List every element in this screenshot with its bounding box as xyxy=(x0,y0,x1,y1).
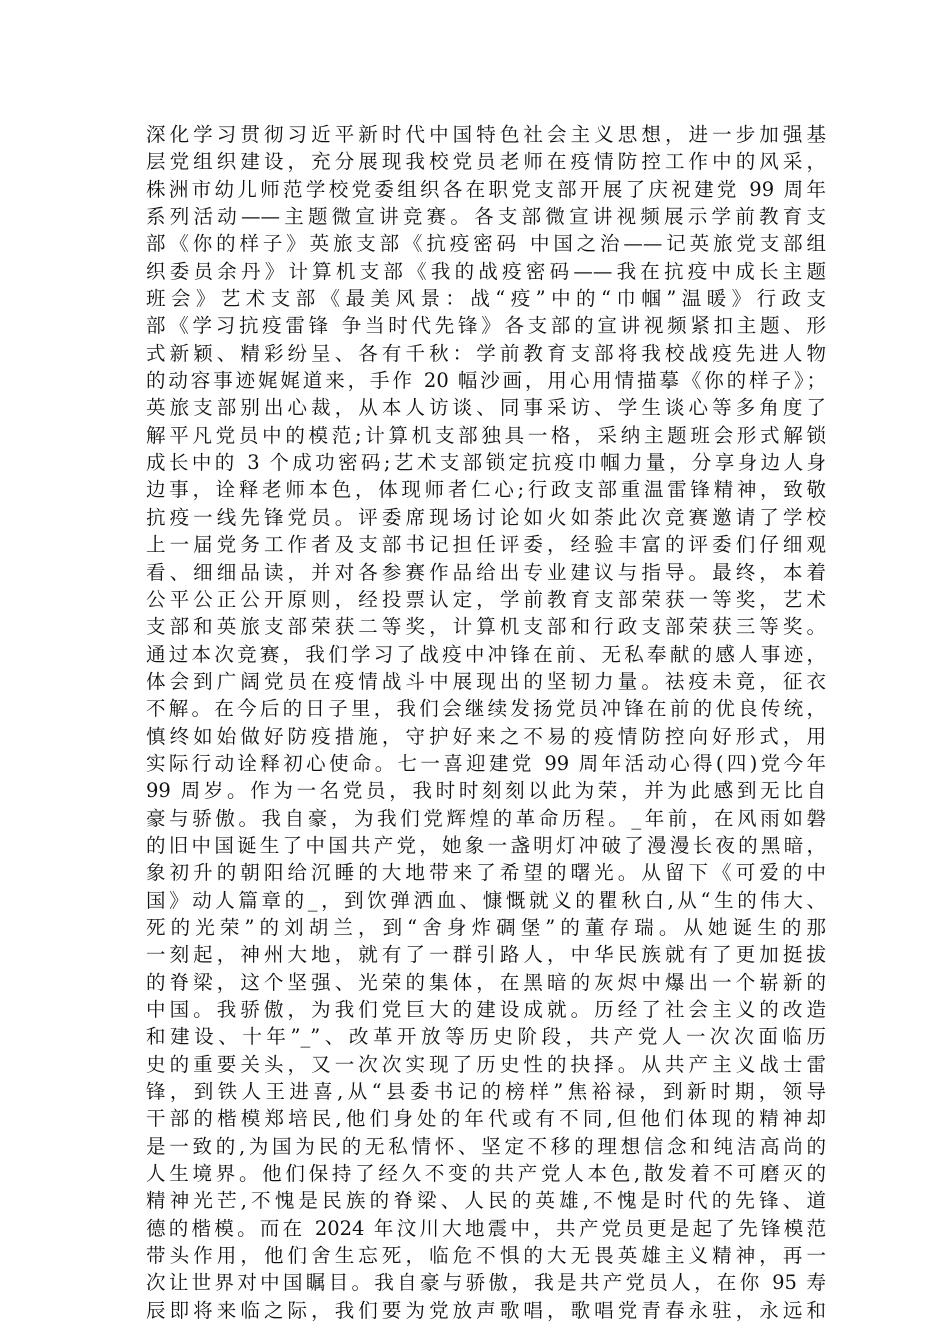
text-line: 边事，诠释老师本色，体现师者仁心;行政支部重温雷锋精神，致敬 xyxy=(146,478,826,502)
text-line: 不解。在今后的日子里，我们会继续发扬党员冲锋在前的优良传统， xyxy=(146,697,826,721)
text-line: 上一届党务工作者及支部书记担任评委，经验丰富的评委们仔细观 xyxy=(146,533,826,557)
text-line: 公平公正公开原则，经投票认定，学前教育支部荣获一等奖，艺术 xyxy=(146,587,826,611)
text-line: 的脊梁，这个坚强、光荣的集体，在黑暗的灰烬中爆出一个崭新的 xyxy=(146,970,826,994)
text-line: 象初升的朝阳给沉睡的大地带来了希望的曙光。从留下《可爱的中 xyxy=(146,861,826,885)
text-line: 次让世界对中国瞩目。我自豪与骄傲，我是共产党员人，在你 95 寿 xyxy=(146,1271,826,1295)
text-line: 式新颖、精彩纷呈、各有千秋：学前教育支部将我校战疫先进人物 xyxy=(146,341,826,365)
text-line: 深化学习贯彻习近平新时代中国特色社会主义思想，进一步加强基 xyxy=(146,123,826,146)
text-line: 通过本次竞赛，我们学习了战疫中冲锋在前、无私奉献的感人事迹， xyxy=(146,642,826,666)
text-line: 英旅支部别出心裁，从本人访谈、同事采访、学生谈心等多角度了 xyxy=(146,396,826,420)
text-line: 国》动人篇章的_，到饮弹洒血、慷慨就义的瞿秋白,从“生的伟大、 xyxy=(146,888,826,912)
text-line: 99 周岁。作为一名党员，我时时刻刻以此为荣，并为此感到无比自 xyxy=(146,779,826,803)
text-line: 死的光荣”的刘胡兰，到“舍身炸碉堡”的董存瑞。从她诞生的那 xyxy=(146,915,826,939)
text-line: 班会》艺术支部《最美风景：战“疫”中的“巾帼”温暖》行政支 xyxy=(146,287,826,311)
text-line: 干部的楷模郑培民,他们身处的年代或有不同,但他们体现的精神却 xyxy=(146,1107,826,1131)
text-line: 株洲市幼儿师范学校党委组织各在职党支部开展了庆祝建党 99 周年 xyxy=(146,177,826,201)
text-line: 史的重要关头，又一次次实现了历史性的抉择。从共产主义战士雷 xyxy=(146,1052,826,1076)
text-line: 层党组织建设，充分展现我校党员老师在疫情防控工作中的风采， xyxy=(146,150,826,174)
text-line: 精神光芒,不愧是民族的脊梁、人民的英雄,不愧是时代的先锋、道 xyxy=(146,1189,826,1213)
text-line: 和建设、十年”_”、改革开放等历史阶段，共产党人一次次面临历 xyxy=(146,1025,826,1049)
text-line: 支部和英旅支部荣获二等奖，计算机支部和行政支部荣获三等奖。 xyxy=(146,615,826,639)
text-line: 锋，到铁人王进喜,从“县委书记的榜样”焦裕禄，到新时期，领导 xyxy=(146,1080,826,1104)
text-line: 豪与骄傲。我自豪，为我们党辉煌的革命历程。_年前，在风雨如磐 xyxy=(146,806,826,830)
text-line: 织委员余丹》计算机支部《我的战疫密码——我在抗疫中成长主题 xyxy=(146,259,826,283)
body-text xyxy=(146,121,826,1324)
text-line: 的动容事迹娓娓道来，手作 20 幅沙画，用心用情描摹《你的样子》； xyxy=(146,369,826,393)
text-line: 系列活动——主题微宣讲竞赛。各支部微宣讲视频展示学前教育支 xyxy=(146,205,826,229)
text-line: 实际行动诠释初心使命。七一喜迎建党 99 周年活动心得(四)党今年 xyxy=(146,751,826,775)
text-line: 体会到广阔党员在疫情战斗中展现出的坚韧力量。祛疫未竟，征衣 xyxy=(146,669,826,693)
text-line: 的旧中国诞生了中国共产党，她象一盏明灯冲破了漫漫长夜的黑暗， xyxy=(146,833,826,857)
text-line: 人生境界。他们保持了经久不变的共产党人本色,散发着不可磨灭的 xyxy=(146,1162,826,1186)
text-line: 辰即将来临之际，我们要为党放声歌唱，歌唱党青春永驻，永远和 xyxy=(146,1298,826,1322)
text-line: 解平凡党员中的模范;计算机支部独具一格，采纳主题班会形式解锁 xyxy=(146,423,826,447)
text-line: 抗疫一线先锋党员。评委席现场讨论如火如荼此次竞赛邀请了学校 xyxy=(146,505,826,529)
text-line: 部《学习抗疫雷锋 争当时代先锋》各支部的宣讲视频紧扣主题、形 xyxy=(146,314,826,338)
text-line: 看、细细品读，并对各参赛作品给出专业建议与指导。最终，本着 xyxy=(146,560,826,584)
text-line: 慎终如始做好防疫措施，守护好来之不易的疫情防控向好形式，用 xyxy=(146,724,826,748)
text-line: 部《你的样子》英旅支部《抗疫密码 中国之治——记英旅党支部组 xyxy=(146,232,826,256)
text-line: 成长中的 3 个成功密码;艺术支部锁定抗疫巾帼力量，分享身边人身 xyxy=(146,451,826,475)
text-line: 德的楷模。而在 2024 年汶川大地震中，共产党员更是起了先锋模范 xyxy=(146,1216,826,1240)
text-line: 中国。我骄傲，为我们党巨大的建设成就。历经了社会主义的改造 xyxy=(146,998,826,1021)
text-line: 一刻起，神州大地，就有了一群引路人，中华民族就有了更加挺拔 xyxy=(146,943,826,967)
text-line: 带头作用，他们舍生忘死，临危不惧的大无畏英雄主义精神，再一 xyxy=(146,1244,826,1268)
text-line: 是一致的,为国为民的无私情怀、坚定不移的理想信念和纯洁高尚的 xyxy=(146,1134,826,1158)
